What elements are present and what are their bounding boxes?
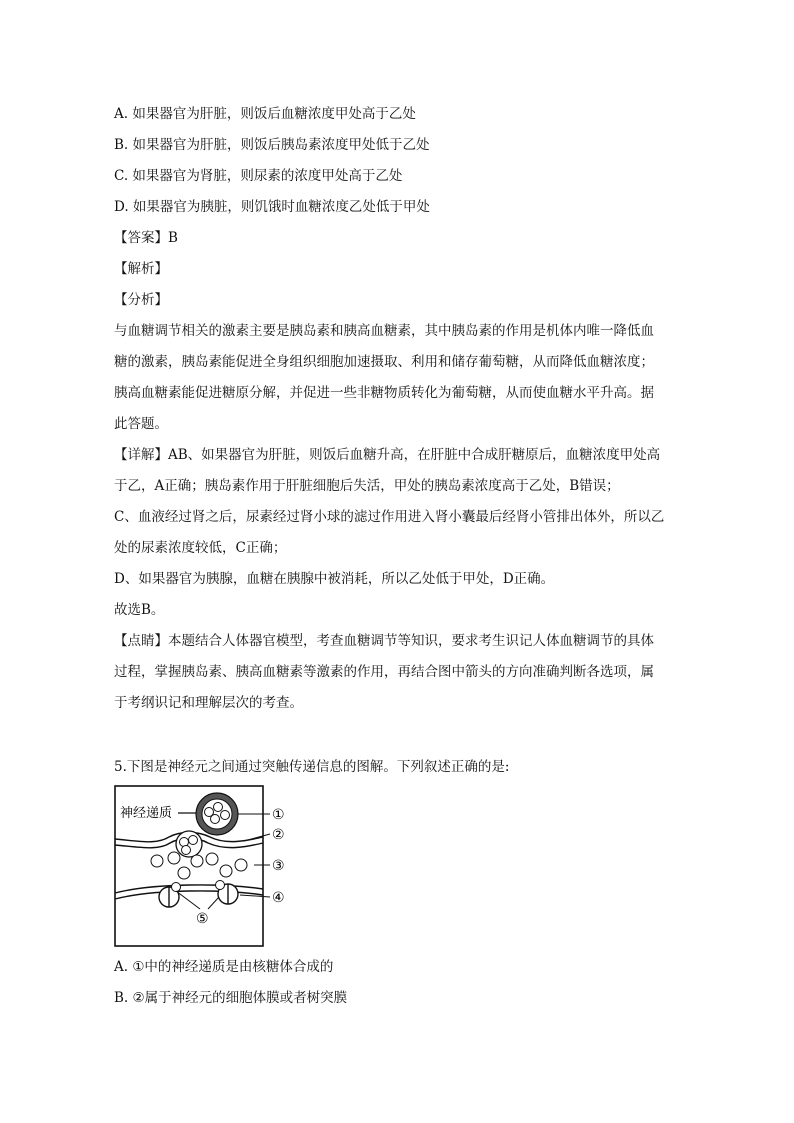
- answer-line: 【答案】B: [114, 230, 178, 246]
- marker-2: ②: [272, 827, 285, 843]
- detail-line: 于乙，A正确；胰岛素作用于肝脏细胞后失活，甲处的胰岛素浓度高于乙处，B错误；: [114, 478, 620, 494]
- released-transmitter: [178, 867, 190, 879]
- marker-5: ⑤: [196, 911, 209, 927]
- detail-line: D、如果器官为胰腺，血糖在胰腺中被消耗，所以乙处低于甲处，D正确。: [114, 571, 555, 587]
- option-c: C. 如果器官为肾脏，则尿素的浓度甲处高于乙处: [114, 168, 403, 184]
- marker-4: ④: [272, 890, 285, 906]
- option-a: A. 如果器官为肝脏，则饭后血糖浓度甲处高于乙处: [114, 106, 416, 122]
- marker-1: ①: [272, 807, 285, 823]
- detail-line: 故选B。: [114, 602, 165, 618]
- question-5-stem: 5.下图是神经元之间通过突触传递信息的图解。下列叙述正确的是:: [114, 759, 510, 775]
- transmitter-granule: [211, 815, 220, 824]
- released-transmitter: [151, 855, 163, 867]
- released-transmitter: [168, 852, 180, 864]
- fenxi-line: 此答题。: [114, 416, 168, 432]
- marker-5-pointer: [208, 897, 219, 909]
- fenxi-line: 与血糖调节相关的激素主要是胰岛素和胰高血糖素，其中胰岛素的作用是机体内唯一降低血: [114, 323, 654, 339]
- marker-4-pointer: [240, 895, 270, 897]
- transmitter-granule: [214, 803, 223, 812]
- neurotransmitter-label: 神经递质: [120, 806, 173, 821]
- transmitter-granule: [221, 811, 230, 820]
- q5-option-b: B. ②属于神经元的细胞体膜或者树突膜: [114, 990, 348, 1006]
- transmitter-granule: [182, 846, 191, 855]
- analysis-heading: 【解析】: [114, 261, 168, 277]
- detail-line: 处的尿素浓度较低，C正确；: [114, 540, 287, 556]
- marker-3: ③: [272, 858, 285, 874]
- released-transmitter: [220, 865, 232, 877]
- transmitter-granule: [189, 836, 198, 845]
- fenxi-line: 糖的激素，胰岛素能促进全身组织细胞加速摄取、利用和储存葡萄糖，从而降低血糖浓度；: [114, 354, 654, 370]
- bound-transmitter: [216, 881, 225, 890]
- released-transmitter: [235, 859, 247, 871]
- detail-line: 【详解】AB、如果器官为肝脏，则饭后血糖升高，在肝脏中合成肝糖原后，血糖浓度甲处高: [114, 447, 661, 463]
- fenxi-line: 胰高血糖素能促进糖原分解，并促进一些非糖物质转化为葡萄糖，从而使血糖水平升高。据: [114, 385, 654, 401]
- marker-5-pointer: [176, 891, 200, 909]
- released-transmitter: [206, 853, 218, 865]
- comment-line: 过程，掌握胰岛素、胰高血糖素等激素的作用，再结合图中箭头的方向准确判断各选项，属: [114, 664, 654, 680]
- fenxi-heading: 【分析】: [114, 292, 168, 308]
- option-d: D. 如果器官为胰脏，则饥饿时血糖浓度乙处低于甲处: [114, 199, 430, 215]
- comment-line: 【点睛】本题结合人体器官模型，考查血糖调节等知识，要求考生识记人体血糖调节的具体: [114, 633, 654, 649]
- comment-line: 于考纲识记和理解层次的考查。: [114, 695, 303, 711]
- detail-line: C、血液经过肾之后，尿素经过肾小球的滤过作用进入肾小囊最后经肾小管排出体外，所以乙: [114, 509, 665, 525]
- released-transmitter: [191, 855, 203, 867]
- marker-2-pointer: [244, 834, 270, 841]
- synapse-diagram: [114, 785, 300, 948]
- option-b: B. 如果器官为肝脏，则饭后胰岛素浓度甲处低于乙处: [114, 137, 430, 153]
- bound-transmitter: [172, 883, 181, 892]
- q5-option-a: A. ①中的神经递质是由核糖体合成的: [114, 959, 334, 975]
